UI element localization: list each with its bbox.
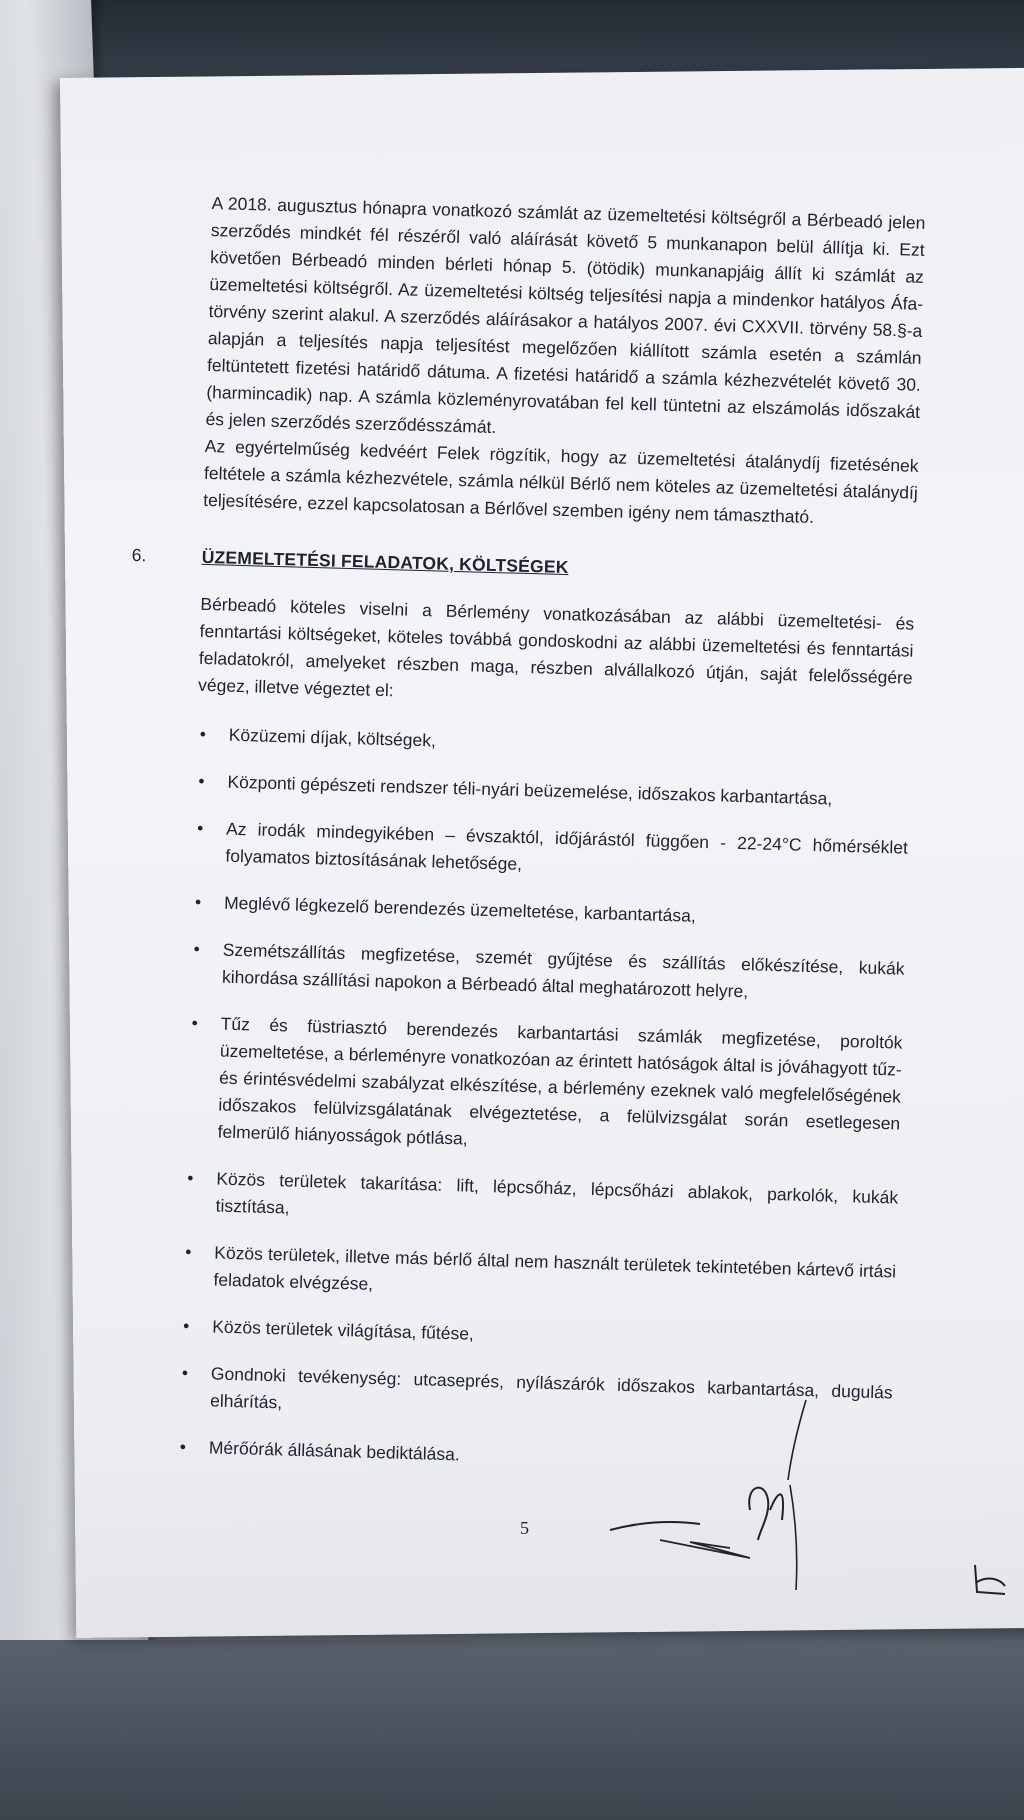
bullet-icon: •	[194, 891, 202, 912]
bullet-icon: •	[182, 1315, 190, 1336]
task-list	[177, 721, 911, 1481]
background-bottom	[0, 1640, 1024, 1820]
section-number: 6.	[131, 544, 147, 566]
list-item: • Közös területek takarítása: lift, lépcsőház, lépcsőházi ablakok, parkolók, kukák tisztítása,	[183, 1165, 898, 1239]
page-number: 5	[520, 1518, 529, 1538]
section-intro: Bérbeadó köteles viselni a Bérlemény vonatkozásában az alábbi üzemeltetési- és fenntartási költségeket, köteles továbbá gondoskodni az alábbi üzemeltetési és fenntartási feladatokról, amelyeket részben maga, részben alvállalkozó útján, saját felelősségére végez, illetve végeztet el:	[197, 593, 915, 701]
bullet-icon: •	[191, 1012, 199, 1033]
list-item: • Tűz és füstriasztó berendezés karbantartási számlák megfizetése, poroltók üzemeltetése, a bérleményre vonatkozóan az érintett hatóságok által is jóváhagyott tűz- és érintésvédelmi szabályzat elkészítése, a bérlemény ezeknek való megfelelőségének időszakos felülvizsgálatának elvégeztetése, a felülvizsgálat során esetlegesen felmerülő hiányosságok pótlása,	[185, 1010, 902, 1165]
list-item: • Központi gépészeti rendszer téli-nyári beüzemelése, időszakos karbantartása,	[195, 768, 909, 815]
bullet-icon: •	[193, 938, 201, 959]
signature-icon	[600, 1390, 860, 1620]
list-item: • Közös területek, illetve más bérlő által nem használt területek tekintetében kártevő irtási feladatok elvégzése,	[181, 1239, 896, 1313]
bullet-icon: •	[199, 723, 207, 745]
bullet-icon: •	[179, 1436, 187, 1457]
bullet-icon: •	[196, 817, 204, 839]
list-item: • Közös területek világítása, fűtése,	[180, 1313, 894, 1360]
bullet-icon: •	[198, 770, 205, 792]
list-item: • Szemétszállítás megfizetése, szemét gyűjtése és szállítás előkészítése, kukák kihordása szállítási napokon a Bérbeadó által meghatározott helyre,	[190, 936, 905, 1010]
payment-paragraph: A 2018. augusztus hónapra vonatkozó számlát az üzemeltetési költségről a Bérbeadó jelen szerződés mindkét fél részéről való aláírását követő 5 munkanapon belül állítja ki. Ezt követően Bérbeadó minden bérleti hónap 5. (ötödik) munkanapjáig állít ki számlát az üzemeltetési költségről. Az üzemeltetési költség teljesítési napja a mindenkor hatályos Áfa-törvény szerint alakul. A szerződés aláírásakor a hatályos 2007. évi CXXVII. törvény 58.§-a alapján a teljesítés napja teljesítést megelőzően kiállított számla esetén a számlán feltüntetett fizetési határidő dátuma. A fizetési határidő a számla kézhezvételét követő 30. (harmincadik) nap. A számla közleményrovatában fel kell tüntetni az elszámolás időszakát és jelen szerződés szerződésszámát.	[205, 192, 926, 438]
list-item: • Meglévő légkezelő berendezés üzemeltetése, karbantartása,	[192, 889, 906, 936]
list-item: • Közüzemi díjak, költségek,	[196, 721, 910, 768]
document-body	[131, 190, 926, 1500]
bullet-icon: •	[187, 1167, 194, 1188]
list-item: • Mérőórák állásának bediktálása.	[177, 1434, 891, 1481]
clarity-paragraph: Az egyértelműség kedvéért Felek rögzítik, hogy az üzemeltetési átalánydíj fizetésének feltétele a számla kézhezvétele, számla nélkül Bérlő nem köteles az üzemeltetési átalánydíj teljesítésére, ezzel kapcsolatosan a Bérlővel szemben igény nem támasztható.	[203, 435, 919, 527]
section-title: ÜZEMELTETÉSI FELADATOK, KÖLTSÉGEK	[201, 546, 569, 578]
list-item: • Gondnoki tevékenység: utcaseprés, nyílászárók időszakos karbantartása, dugulás elhárítás,	[178, 1360, 893, 1434]
margin-initial-icon	[965, 1560, 1015, 1600]
list-item: • Az irodák mindegyikében – évszaktól, időjárástól függően - 22-24°C hőmérséklet folyamatos biztosításának lehetősége,	[193, 815, 908, 889]
section-heading	[131, 544, 915, 591]
bullet-icon: •	[184, 1241, 192, 1262]
bullet-icon: •	[181, 1362, 189, 1383]
